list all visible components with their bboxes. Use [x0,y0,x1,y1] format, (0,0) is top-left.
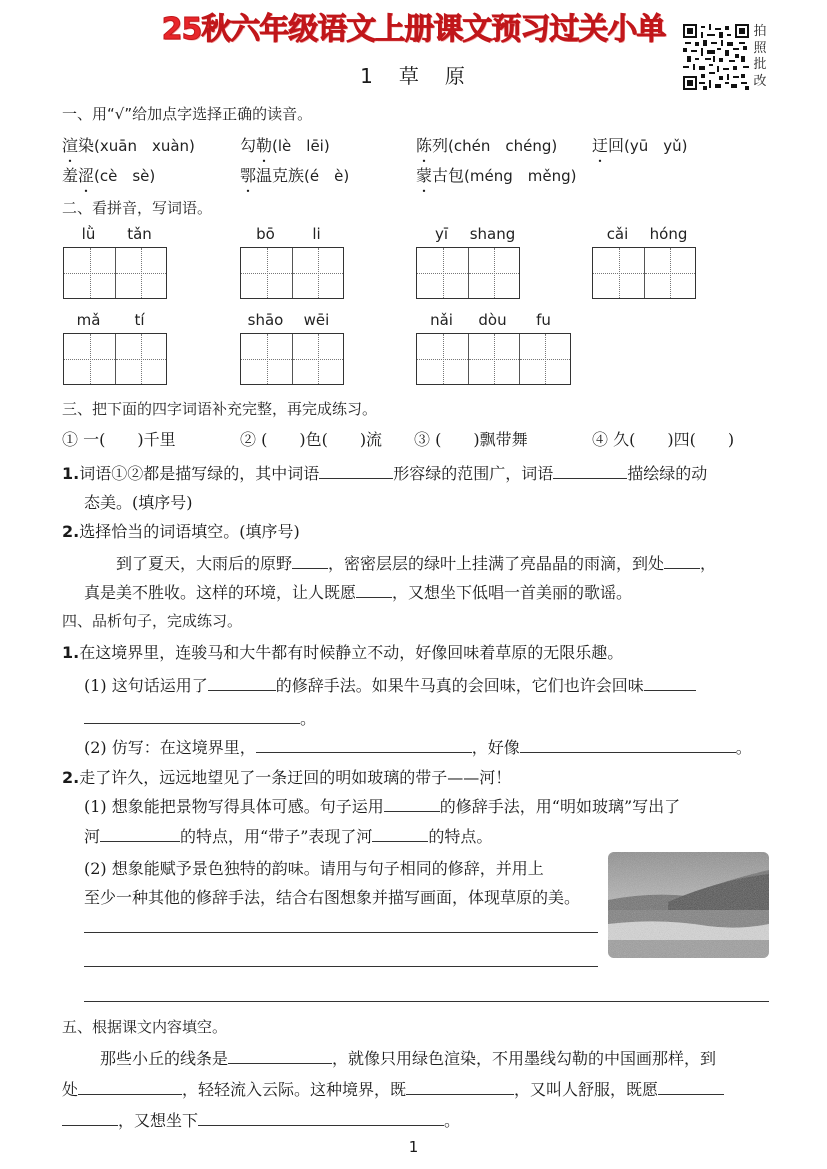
question-3-2-line1: 到了夏天，大雨后的原野 ，密密层层的绿叶上挂满了亮晶晶的雨滴，到处 ， [116,554,717,573]
dotted-char: 勒 [256,136,273,155]
pinyin-choice-item: 渲染(xuān xuàn) [62,136,195,155]
question-4-1-sub1-cont: 。 [84,706,316,729]
answer-blank[interactable] [100,826,180,842]
answer-blank[interactable] [228,1048,332,1064]
qr-label-photo-grading: 拍照批改 [753,24,767,89]
writing-grid[interactable] [240,333,344,385]
writing-grid[interactable] [416,333,571,385]
section-5-line1: 那些小丘的线条是 ，就像只用绿色渲染，不用墨线勾勒的中国画那样，到 [100,1049,717,1068]
dotted-char: 鄂 [240,166,257,185]
idiom-fill-2[interactable]: ② ( )色( )流 [240,430,383,449]
section-5-line3: ，又想坐下 。 [62,1108,460,1131]
idiom-fill-1[interactable]: ① 一( )千里 [62,430,176,449]
pinyin-choice-item: 鄂温克族(é è) [240,166,350,185]
answer-blank[interactable] [384,796,440,812]
pinyin-label: cǎi [606,225,629,243]
dotted-char: 蒙 [416,166,433,185]
question-4-2-sub1: (1) 想象能把景物写得具体可感。句子运用 的修辞手法，用“明如玻璃”写出了 [84,797,681,816]
pinyin-label: lǜ [81,225,96,243]
answer-line[interactable] [84,932,598,933]
pinyin-choice-item: 羞涩(cè sè) [62,166,156,185]
answer-blank[interactable] [319,463,393,479]
pinyin-choice-item: 蒙古包(méng měng) [416,166,577,185]
question-4-1-sub2: (2) 仿写：在这境界里， ，好像 。 [84,738,752,757]
answer-blank[interactable] [198,1110,444,1126]
qr-code-icon[interactable] [683,24,749,90]
pinyin-label: wēi [303,311,330,329]
answer-blank[interactable] [644,675,696,691]
pinyin-label: shang [469,225,516,243]
pinyin-options[interactable]: (cè sè) [94,167,156,185]
dotted-char: 渲 [62,136,79,155]
dotted-char: 迂 [592,136,609,155]
pinyin-label: fu [536,311,551,329]
lesson-title-char: 草 [398,64,421,88]
answer-blank[interactable] [658,1079,724,1095]
answer-blank[interactable] [553,463,627,479]
answer-blank[interactable] [62,1110,118,1126]
pinyin-choice-item: 勾勒(lè lēi) [240,136,330,155]
question-3-2-line2: 真是美不胜收。这样的环境，让人既愿 ，又想坐下低唱一首美丽的歌谣。 [84,583,633,602]
question-4-2-sub2-line1: (2) 想象能赋予景色独特的韵味。请用与句子相同的修辞，并用上 [84,859,544,878]
dotted-char: 涩 [78,166,95,185]
answer-blank[interactable] [406,1079,514,1095]
writing-grid[interactable] [63,247,167,299]
answer-blank[interactable] [78,1079,182,1095]
pinyin-label: yī [434,225,449,243]
page-number: 1 [408,1138,419,1156]
pinyin-label: tí [134,311,145,329]
answer-line[interactable] [84,1001,769,1002]
section-5-line2: 处 ，轻轻流入云际。这种境界，既 ，又叫人舒服，既愿 [62,1077,724,1100]
pinyin-label: nǎi [430,311,453,329]
answer-blank[interactable] [84,708,300,724]
writing-grid[interactable] [416,247,520,299]
worksheet-banner-title: 25秋六年级语文上册课文预习过关小单 [161,12,666,47]
section-2-heading: 二、看拼音，写词语。 [62,199,213,217]
pinyin-options[interactable]: (xuān xuàn) [94,137,195,155]
answer-blank[interactable] [372,826,428,842]
question-4-1-sub1: (1) 这句话运用了 的修辞手法。如果牛马真的会回味，它们也许会回味 [84,673,696,696]
writing-grid[interactable] [592,247,696,299]
pinyin-options[interactable]: (méng měng) [464,167,577,185]
question-3-1: 1.词语①②都是描写绿的，其中词语 形容绿的范围广，词语 描绘绿的动 [62,464,708,483]
question-4-2-sub1-cont: 河 的特点，用“带子”表现了河 的特点。 [84,827,493,846]
section-3-heading: 三、把下面的四字词语补充完整，再完成练习。 [62,400,378,418]
answer-blank[interactable] [520,737,736,753]
pinyin-label: li [312,225,321,243]
section-4-heading: 四、品析句子，完成练习。 [62,612,243,630]
pinyin-label: mǎ [76,311,101,329]
pinyin-label: hóng [649,225,688,243]
pinyin-label: tǎn [127,225,152,243]
section-5-heading: 五、根据课文内容填空。 [62,1018,228,1036]
pinyin-options[interactable]: (yū yǔ) [624,137,688,155]
question-3-2: 2.选择恰当的词语填空。(填序号) [62,522,300,541]
writing-grid[interactable] [63,333,167,385]
lesson-title-char: 原 [444,64,467,88]
pinyin-options[interactable]: (é è) [304,167,350,185]
answer-line[interactable] [84,966,598,967]
pinyin-choice-item: 陈列(chén chéng) [416,136,558,155]
answer-blank[interactable] [208,675,276,691]
dotted-char: 陈 [416,136,433,155]
pinyin-choice-item: 迂回(yū yǔ) [592,136,688,155]
idiom-fill-4[interactable]: ④ 久( )四( ) [592,430,735,449]
question-4-2-sub2-line2: 至少一种其他的修辞手法，结合右图想象并描写画面，体现草原的美。 [84,888,581,907]
answer-blank[interactable] [664,553,700,569]
question-4-1: 1.在这境界里，连骏马和大牛都有时候静立不动，好像回味着草原的无限乐趣。 [62,643,624,662]
answer-blank[interactable] [292,553,328,569]
writing-grid[interactable] [240,247,344,299]
answer-blank[interactable] [356,582,392,598]
section-1-heading: 一、用“√”给加点字选择正确的读音。 [62,105,313,123]
pinyin-label: bō [256,225,275,243]
lesson-number: 1 [360,64,375,88]
pinyin-options[interactable]: (chén chéng) [448,137,558,155]
question-3-1-line2: 态美。(填序号) [84,493,193,512]
pinyin-options[interactable]: (lè lēi) [272,137,330,155]
question-4-2: 2.走了许久，远远地望见了一条迂回的明如玻璃的带子——河！ [62,768,512,787]
grassland-landscape-image [608,852,769,958]
idiom-fill-3[interactable]: ③ ( )飘带舞 [414,430,528,449]
pinyin-label: dòu [478,311,507,329]
pinyin-label: shāo [247,311,284,329]
answer-blank[interactable] [256,737,472,753]
